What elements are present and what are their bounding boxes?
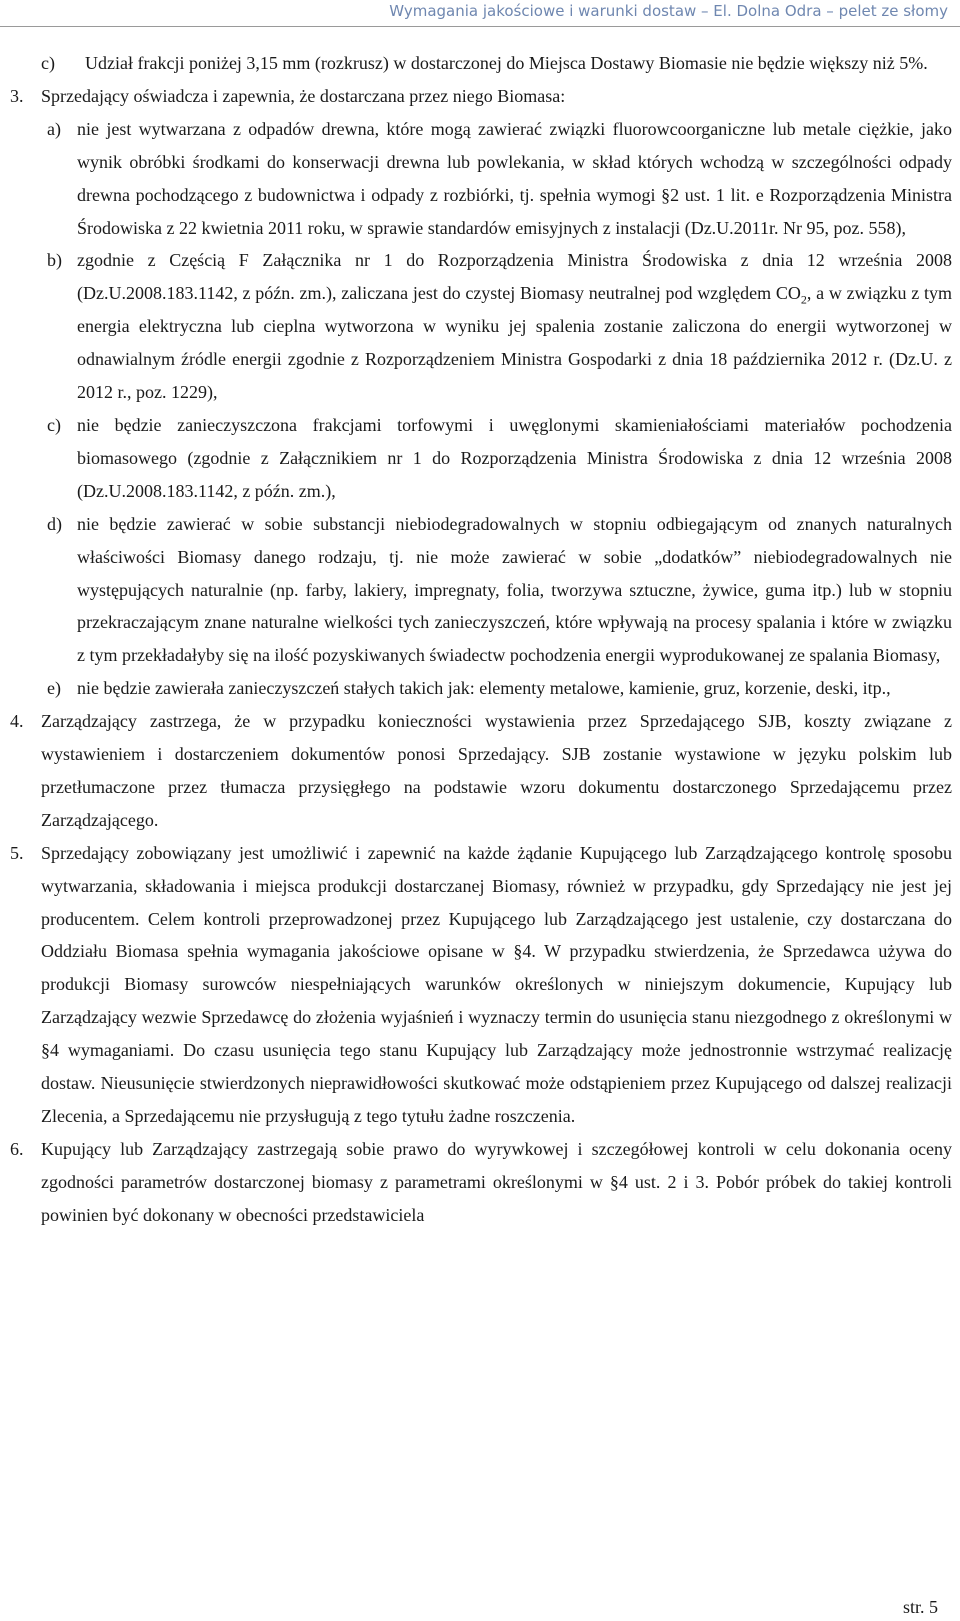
list-item-4	[0, 705, 960, 837]
paragraph-text: Kupujący lub Zarządzający zastrzegają sobie prawo do wyrywkowej i szczegółowej kontroli w celu dokonania oceny zgodności parametrów dostarczonej biomasy z parametrami określonymi w §4 ust. 2 i 3. Pobór próbek do takiej kontroli powinien być dokonany w obecności przedstawiciela	[41, 1138, 952, 1225]
page-header: Wymagania jakościowe i warunki dostaw – El. Dolna Odra – pelet ze słomy	[389, 2, 948, 20]
paragraph-text: nie będzie zawierać w sobie substancji niebiodegradowalnych w stopniu odbiegającym od znanych naturalnych właściwości Biomasy danego rodzaju, tj. nie może zawierać w sobie „dodatków” niebiodegradowalnych nie występujących naturalnie (np. farby, lakiery, impregnaty, folia, tworzywa sztuczne, żywice, guma itp.) lub w stopniu przekraczającym znane naturalne wielkości tych zanieczyszczeń, które wpływają na procesy spalania i które w związku z tym przekładałyby się na ilość pozyskiwanych świadectw pochodzenia energii wyprodukowanej ze spalania Biomasy,	[77, 513, 952, 666]
paragraph-text-continued: , a w związku z tym energia elektryczna lub cieplna wytworzona w wyniku jej spalenia zostanie zaliczona do energii wytworzonej w odnawialnym źródle energii zgodnie z Rozporządzeniem Ministra Gospodarki z dnia 18 października 2012 r. (Dz.U. z 2012 r., poz. 1229),	[77, 283, 953, 403]
list-marker: d)	[47, 513, 62, 534]
list-marker: 5.	[10, 842, 24, 863]
list-marker: c)	[41, 53, 55, 73]
list-marker: e)	[47, 678, 61, 699]
list-item-3e	[0, 672, 960, 705]
paragraph-text: nie jest wytwarzana z odpadów drewna, które mogą zawierać związki fluorowcoorganiczne lub metale ciężkie, jako wynik obróbki środkami do konserwacji drewna lub powlekania, w skład których wchodzą w szczególności odpady drewna pochodzącego z budownictwa i odpady z rozbiórki, tj. spełnia wymogi §2 ust. 1 lit. e Rozporządzenia Ministra Środowiska z 22 kwietnia 2011 roku, w sprawie standardów emisyjnych z instalacji (Dz.U.2011r. Nr 95, poz. 558),	[77, 118, 952, 238]
list-item-3d	[0, 508, 960, 673]
paragraph-text: Udział frakcji poniżej 3,15 mm (rozkrusz) w dostarczonej do Miejsca Dostawy Biomasie nie będzie większy niż 5%.	[85, 53, 928, 73]
list-item-3	[0, 80, 960, 113]
list-item-3c	[0, 409, 960, 508]
list-marker: c)	[47, 414, 61, 435]
subscript-text: 2	[800, 292, 807, 307]
paragraph-text: zgodnie z Częścią F Załącznika nr 1 do Rozporządzenia Ministra Środowiska z dnia 12 września 2008 (Dz.U.2008.183.1142, z późn. zm.), zaliczana jest do czystej Biomasy neutralnej pod względem CO	[77, 250, 952, 304]
page-number: str. 5	[902, 1597, 938, 1617]
paragraph-text: Sprzedający zobowiązany jest umożliwić i zapewnić na każde żądanie Kupującego lub Zarządzającego kontrolę sposobu wytwarzania, składowania i miejsca produkcji dostarczanej Biomasy, również w przypadku, gdy Sprzedający nie jest jej producentem. Celem kontroli przeprowadzonej przez Kupującego lub Zarządzającego jest ustalenie, czy dostarczana do Oddziału Biomasa spełnia wymagania jakościowe opisane w §4. W przypadku stwierdzenia, że Sprzedawca używa do produkcji Biomasy surowców niespełniających warunków określonych w niniejszym dokumencie, Kupujący lub Zarządzający wezwie Sprzedawcę do złożenia wyjaśnień i wyznaczy termin do usunięcia stanu niezgodnego z określonymi w §4 wymaganiami. Do czasu usunięcia tego stanu Kupujący lub Zarządzający może jednostronnie wstrzymać realizację dostaw. Nieusunięcie stwierdzonych nieprawidłowości skutkować może odstąpieniem przez Kupującego od dalszej realizacji Zlecenia, a Sprzedającemu nie przysługują z tego tytułu żadne roszczenia.	[41, 842, 952, 1126]
header-divider	[0, 26, 960, 27]
document-body	[0, 47, 960, 1232]
list-item-5	[0, 837, 960, 1133]
list-item-c-fraction	[0, 47, 960, 80]
list-marker: b)	[47, 250, 62, 271]
paragraph-text: Sprzedający oświadcza i zapewnia, że dostarczana przez niego Biomasa:	[41, 85, 566, 106]
list-marker: 6.	[10, 1138, 24, 1159]
paragraph-text: Zarządzający zastrzega, że w przypadku konieczności wystawienia przez Sprzedającego SJB, koszty związane z wystawieniem i dostarczeniem dokumentów ponosi Sprzedający. SJB zostanie wystawione w języku polskim lub przetłumaczone przez tłumacza przysięgłego na podstawie wzoru dokumentu dostarczonego Sprzedającemu przez Zarządzającego.	[41, 711, 952, 830]
list-marker: 4.	[10, 711, 24, 732]
paragraph-text: nie będzie zawierała zanieczyszczeń stałych takich jak: elementy metalowe, kamienie, gruz, korzenie, deski, itp.,	[77, 678, 891, 699]
list-marker: a)	[47, 118, 61, 139]
list-item-6	[0, 1133, 960, 1232]
list-marker: 3.	[10, 85, 24, 106]
list-item-3b	[0, 244, 960, 409]
paragraph-text: nie będzie zanieczyszczona frakcjami torfowymi i uwęglonymi skamieniałościami materiałów pochodzenia biomasowego (zgodnie z Załącznikiem nr 1 do Rozporządzenia Ministra Środowiska z dnia 12 września 2008 (Dz.U.2008.183.1142, z późn. zm.),	[77, 414, 952, 501]
list-item-3a	[0, 113, 960, 245]
